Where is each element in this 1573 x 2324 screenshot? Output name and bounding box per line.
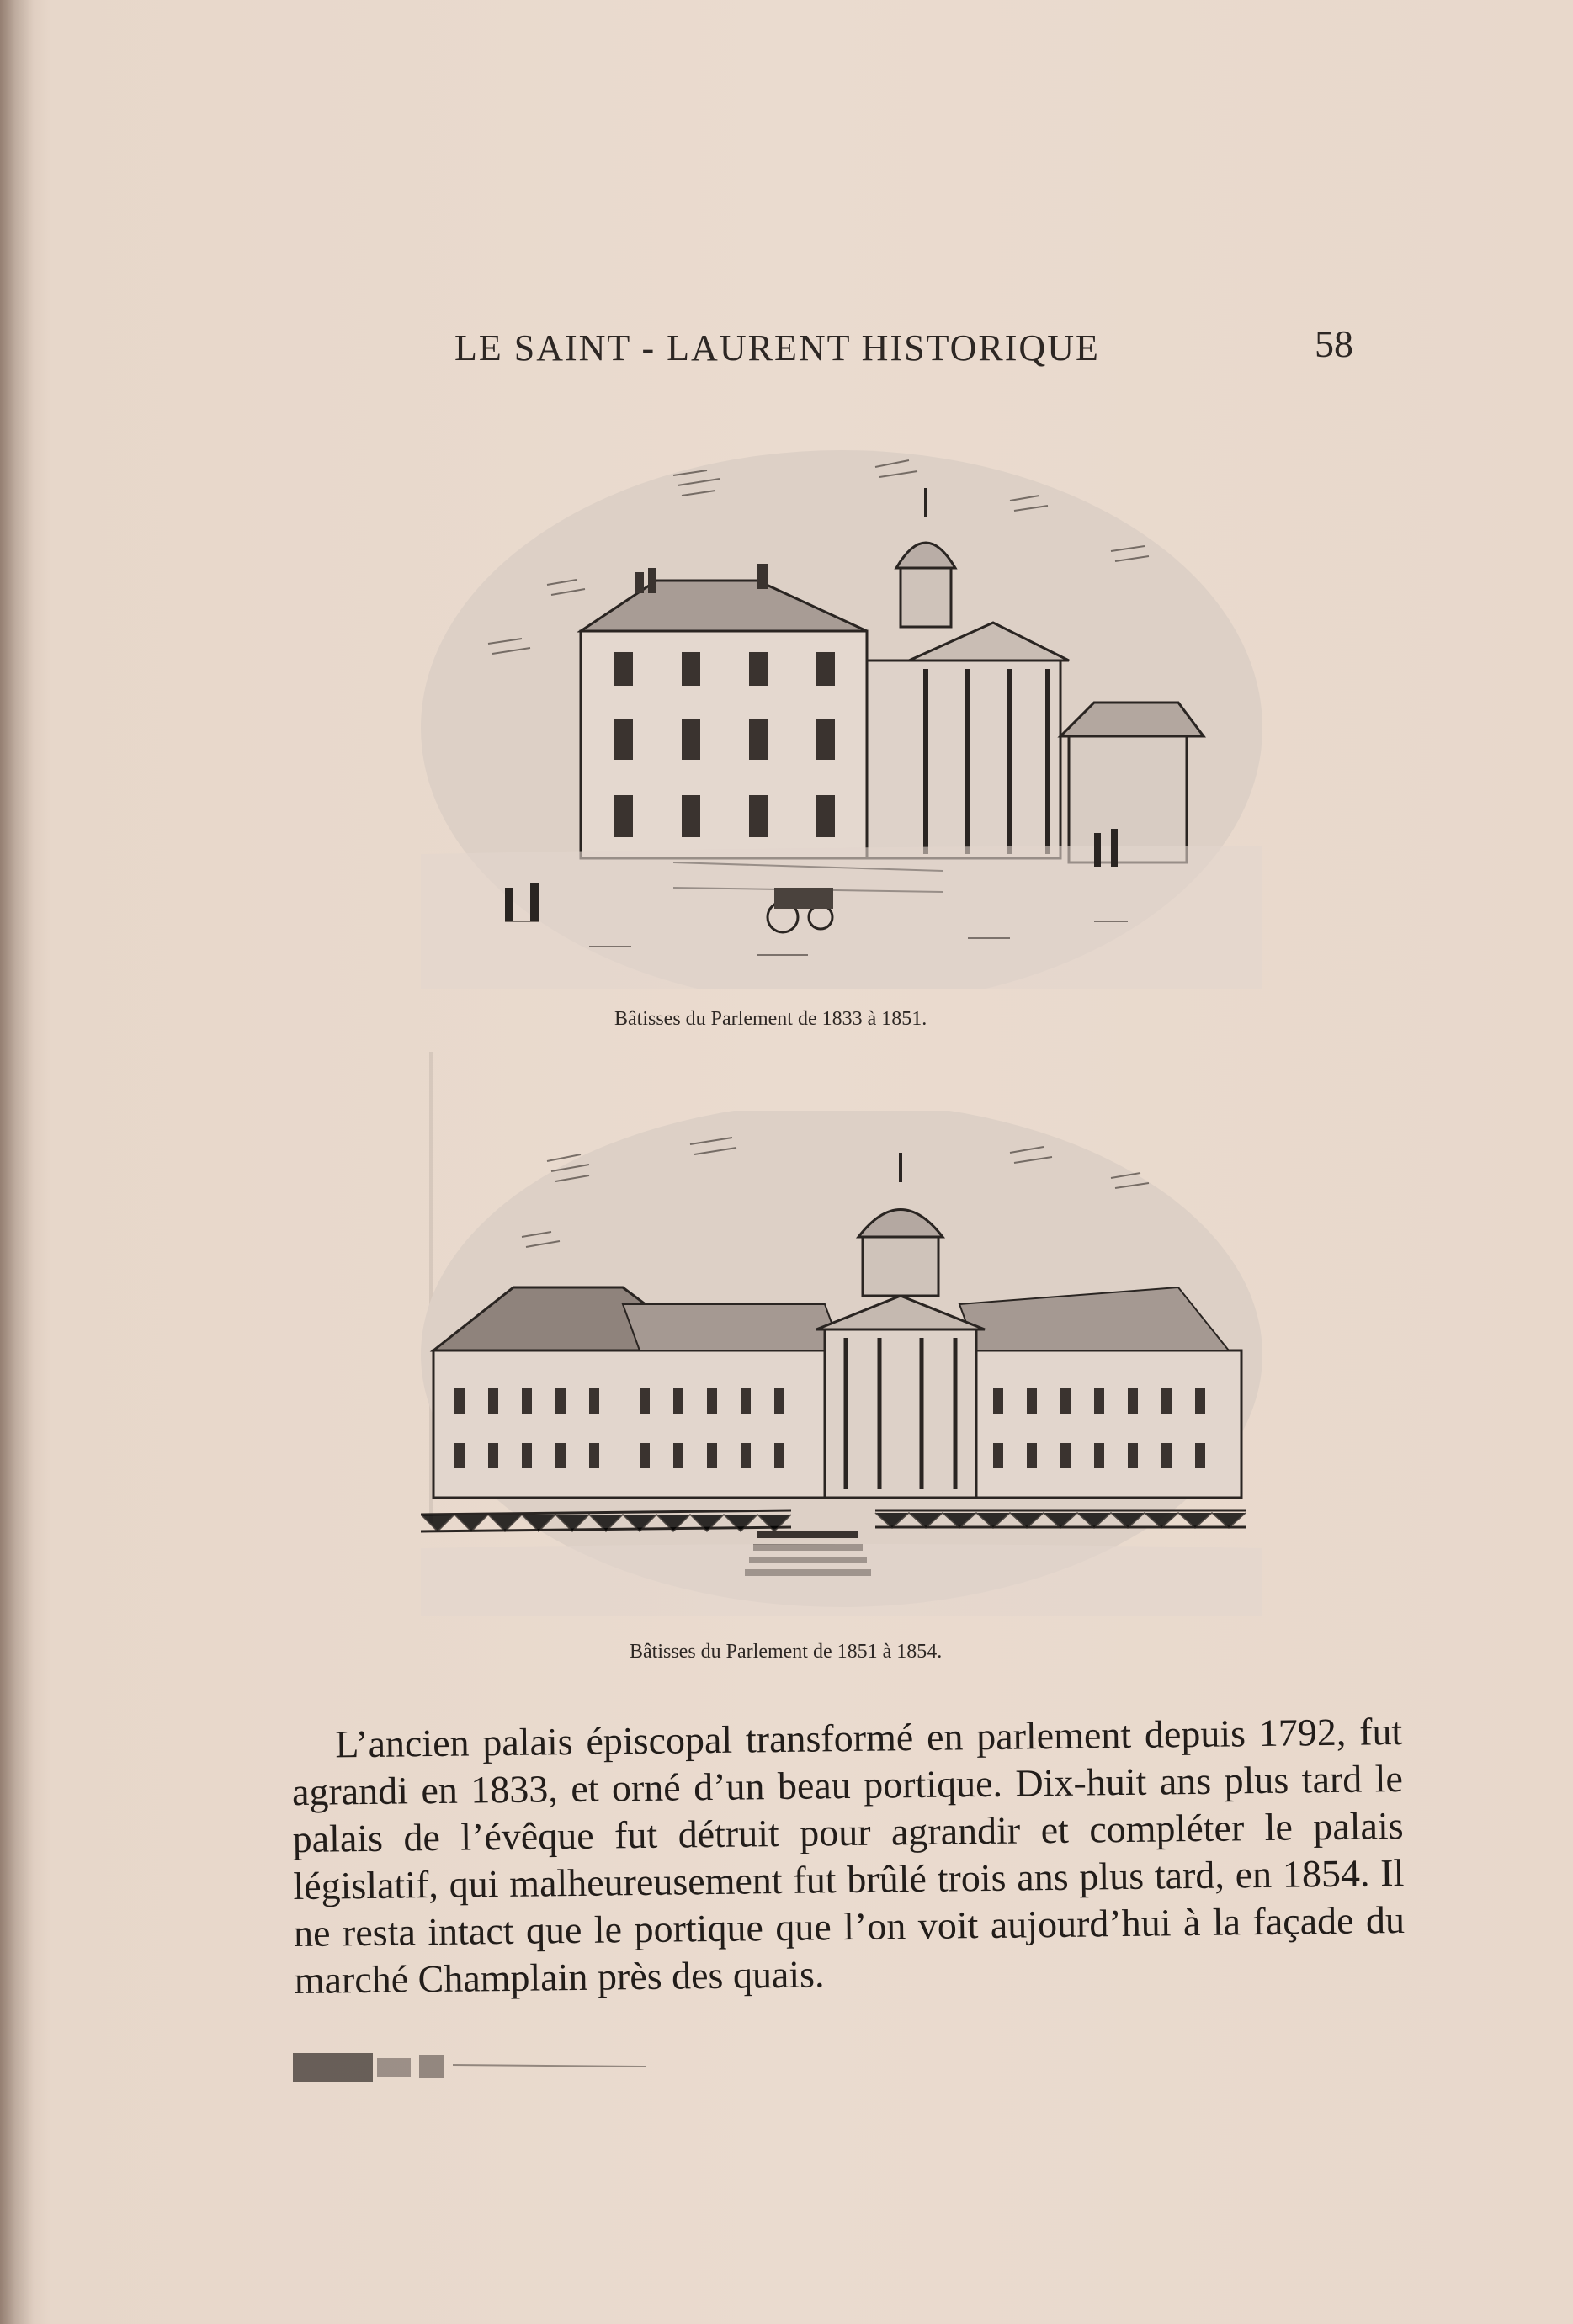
figure-parliament-1833	[421, 450, 1262, 989]
page-gutter-shadow	[0, 0, 34, 2324]
parliament-building-1833-illustration	[421, 450, 1262, 989]
body-paragraph-container	[291, 1708, 1406, 2004]
ink-smudge	[293, 2046, 646, 2088]
figure-caption-1851: Bâtisses du Parlement de 1851 à 1854.	[630, 1641, 943, 1663]
figure-caption-1833: Bâtisses du Parlement de 1833 à 1851.	[614, 1008, 927, 1030]
figure-parliament-1851	[421, 1111, 1262, 1616]
running-title: LE SAINT - LAURENT HISTORIQUE	[454, 327, 1100, 369]
parliament-building-1851-illustration	[421, 1111, 1262, 1616]
page-number: 58	[1315, 322, 1353, 365]
running-head	[454, 321, 1380, 372]
body-paragraph: L’ancien palais épiscopal transformé en parlement depuis 1792, fut agrandi en 1833, et orné d’un beau portique. Dix-huit ans plus tard le palais de l’évêque fut détruit pour agrandir et compléter le palais législatif, qui malheureusement fut brûlé trois ans plus tard, en 1854. Il ne resta intact que le portique que l’on voit aujourd’hui à la façade du marché Champlain près des quais.	[291, 1709, 1406, 2003]
